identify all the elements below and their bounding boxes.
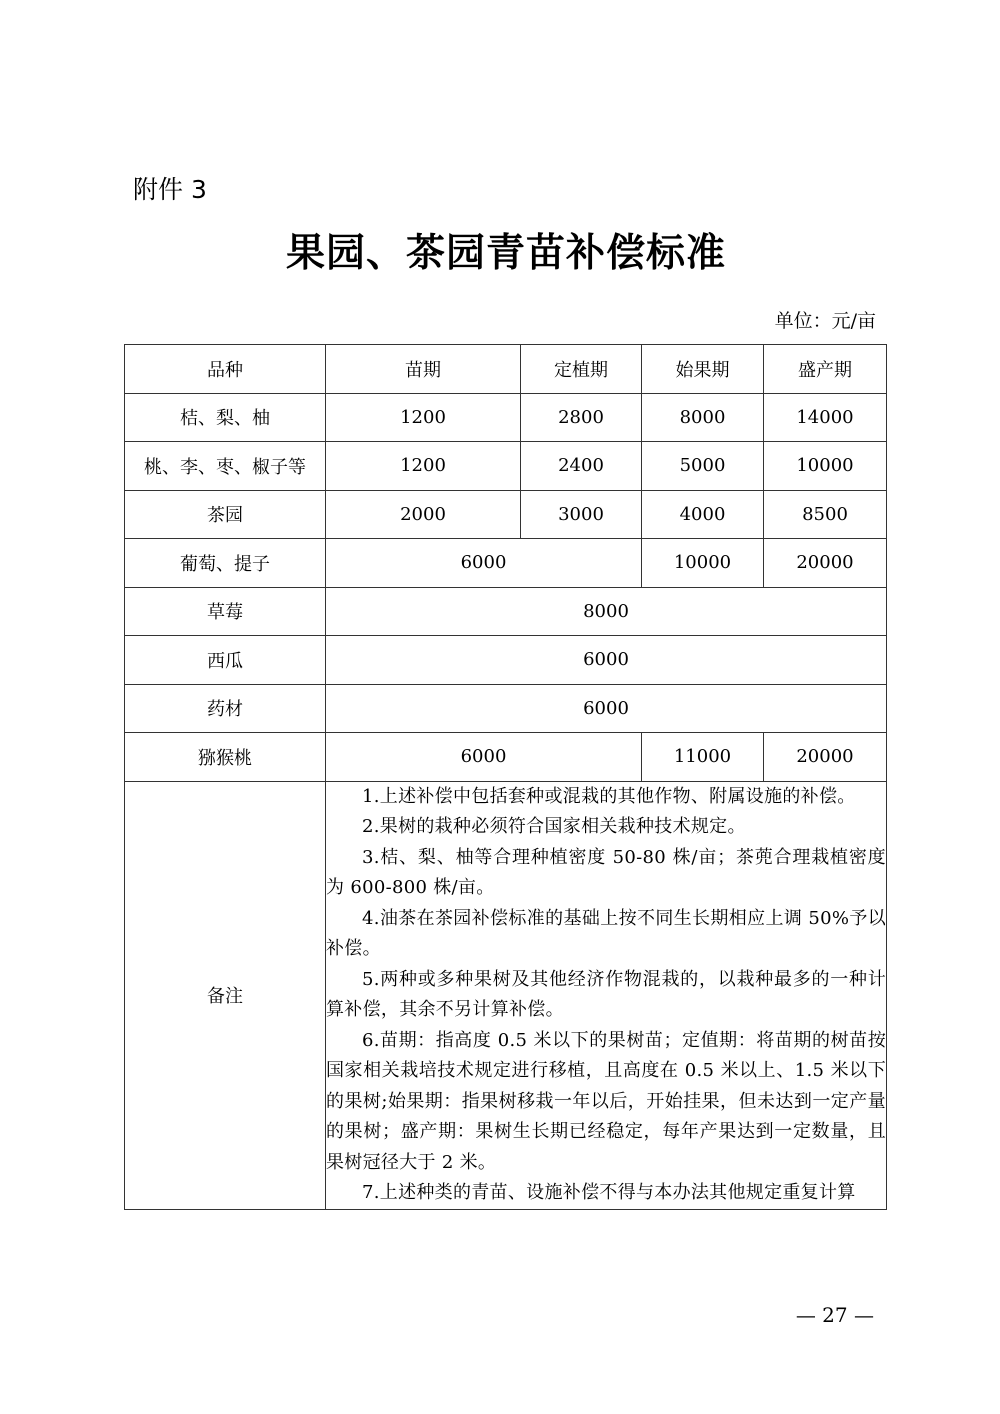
note-item: 5.两种或多种果树及其他经济作物混栽的，以栽种最多的一种计算补偿，其余不另计算补偿。 [326, 968, 886, 1020]
value-cell: 14000 [764, 393, 887, 442]
notes-label: 备注 [125, 781, 326, 1209]
value-cell: 2400 [521, 442, 642, 491]
value-cell: 1200 [326, 442, 521, 491]
variety-cell: 草莓 [125, 587, 326, 636]
header-full-production: 盛产期 [764, 345, 887, 394]
value-cell-merged: 6000 [326, 684, 887, 733]
table-row [125, 684, 887, 733]
table-row [125, 539, 887, 588]
value-cell: 4000 [642, 490, 764, 539]
page-number: — 27 — [795, 1303, 874, 1327]
header-initial-fruiting: 始果期 [642, 345, 764, 394]
value-cell: 2000 [326, 490, 521, 539]
value-cell: 10000 [764, 442, 887, 491]
unit-label: 单位：元/亩 [774, 310, 876, 332]
value-cell: 11000 [642, 733, 764, 782]
page-title: 果园、茶园青苗补偿标准 [285, 231, 726, 276]
table-row [125, 733, 887, 782]
value-cell: 2800 [521, 393, 642, 442]
variety-cell: 葡萄、提子 [125, 539, 326, 588]
value-cell: 20000 [764, 539, 887, 588]
value-cell: 1200 [326, 393, 521, 442]
header-planting: 定植期 [521, 345, 642, 394]
table-row [125, 393, 887, 442]
variety-cell: 猕猴桃 [125, 733, 326, 782]
table-row [125, 587, 887, 636]
variety-cell: 茶园 [125, 490, 326, 539]
note-item: 6.苗期：指高度 0.5 米以下的果树苗；定值期：将苗期的树苗按国家相关栽培技术规定进行移植，且高度在 0.5 米以上、1.5 米以下的果树;始果期：指果树移栽一年以后，开始挂果，但未达到一定产量的果树；盛产期：果树生长期已经稳定，每年产果达到一定数量，且果树冠径大于 2 米。 [326, 1029, 886, 1173]
attachment-label: 附件 3 [133, 175, 207, 204]
note-item: 2.果树的栽种必须符合国家相关栽种技术规定。 [362, 816, 746, 837]
table-row [125, 442, 887, 491]
value-cell-merged: 8000 [326, 587, 887, 636]
table-header-row [125, 345, 887, 394]
notes-cell [326, 781, 887, 1209]
value-cell-merged: 6000 [326, 733, 642, 782]
value-cell-merged: 6000 [326, 636, 887, 685]
table-row [125, 636, 887, 685]
variety-cell: 桃、李、枣、椒子等 [125, 442, 326, 491]
variety-cell: 西瓜 [125, 636, 326, 685]
value-cell-merged: 6000 [326, 539, 642, 588]
header-variety: 品种 [125, 345, 326, 394]
value-cell: 3000 [521, 490, 642, 539]
variety-cell: 桔、梨、柚 [125, 393, 326, 442]
note-item: 3.桔、梨、柚等合理种植密度 50-80 株/亩；茶蔸合理栽植密度为 600-800 株/亩。 [326, 846, 886, 898]
value-cell: 10000 [642, 539, 764, 588]
value-cell: 8500 [764, 490, 887, 539]
note-item: 7.上述种类的青苗、设施补偿不得与本办法其他规定重复计算 [362, 1182, 856, 1203]
note-item: 1.上述补偿中包括套种或混栽的其他作物、附属设施的补偿。 [362, 785, 856, 807]
notes-row [125, 781, 887, 1209]
compensation-table [124, 344, 887, 1210]
table-row [125, 490, 887, 539]
value-cell: 8000 [642, 393, 764, 442]
note-item: 4.油茶在茶园补偿标准的基础上按不同生长期相应上调 50%予以补偿。 [326, 907, 886, 959]
value-cell: 20000 [764, 733, 887, 782]
header-seedling: 苗期 [326, 345, 521, 394]
variety-cell: 药材 [125, 684, 326, 733]
value-cell: 5000 [642, 442, 764, 491]
